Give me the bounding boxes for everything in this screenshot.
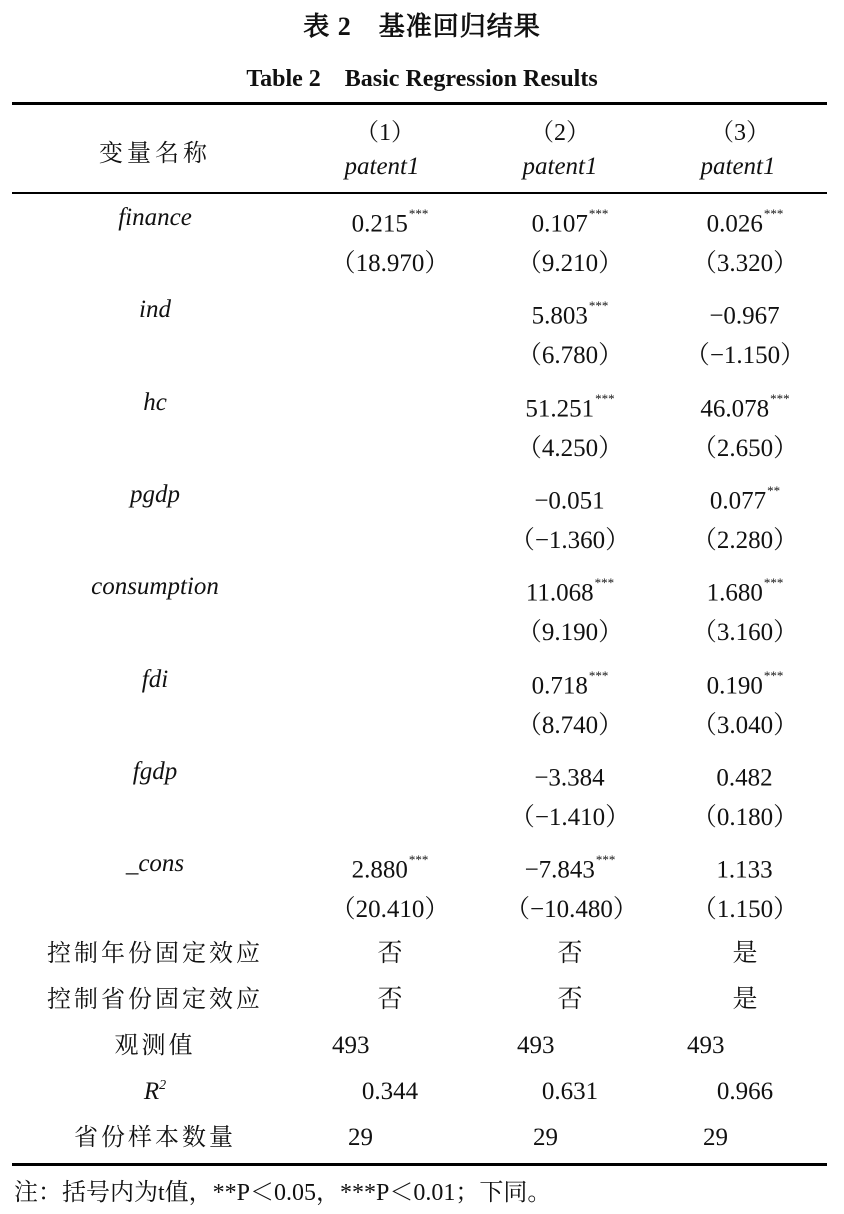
province-count-cell-1: 29	[348, 1124, 373, 1151]
significance-stars: ***	[770, 390, 790, 406]
fixed-effect-cell-3-value: 是	[732, 986, 758, 1013]
table-title-cn: 表 2 基准回归结果	[303, 12, 541, 41]
coef-cell-1	[330, 475, 450, 521]
observations-cell-3: 493	[687, 1032, 725, 1059]
t-cell-3	[680, 706, 810, 746]
t-cell-2	[505, 429, 635, 469]
coef-cell-2-value: 5.803	[531, 302, 588, 330]
coef-row-pgdp	[0, 475, 844, 515]
r-squared-cell-2-value: 0.631	[541, 1078, 599, 1105]
fixed-effect-cell-1-value: 否	[377, 940, 403, 967]
t-cell-3	[680, 429, 810, 469]
table-title-en: Table 2 Basic Regression Results	[246, 66, 598, 92]
dependent-var-2: patent1	[522, 153, 598, 180]
coef-cell-2-value: 0.107	[531, 210, 588, 238]
fixed-effect-cell-2-value: 否	[557, 986, 583, 1013]
t-cell-3	[680, 244, 810, 284]
coef-cell-3	[680, 383, 810, 429]
t-cell-2-value: （9.190）	[516, 619, 624, 647]
t-cell-1-value: （20.410）	[330, 896, 450, 924]
t-cell-3	[680, 613, 810, 653]
r-squared-symbol: R	[143, 1078, 160, 1105]
fixed-effect-label: 控制省份固定效应	[47, 987, 263, 1013]
t-cell-3	[680, 890, 810, 930]
bottom-rule	[12, 1163, 827, 1166]
significance-stars: ***	[763, 575, 784, 591]
fixed-effect-cell-1-value: 否	[377, 986, 403, 1013]
t-cell-3-value: （3.320）	[691, 250, 799, 277]
significance-stars: ***	[594, 575, 615, 591]
t-cell-2	[505, 613, 635, 653]
significance-stars: **	[767, 482, 781, 498]
significance-stars: ***	[408, 206, 429, 221]
dependent-var-3: patent1	[700, 153, 776, 180]
coef-cell-2-value: 11.068	[525, 579, 594, 607]
t-row-pgdp	[0, 521, 844, 561]
t-cell-2-value: （−1.360）	[509, 526, 631, 554]
coef-cell-3	[680, 198, 810, 244]
t-cell-2-value: （9.210）	[516, 250, 624, 277]
variable-label: fdi	[141, 665, 169, 693]
coef-cell-3	[680, 567, 810, 613]
t-cell-1-value: （18.970）	[330, 250, 450, 277]
dependent-var-1: patent1	[344, 153, 420, 180]
t-cell-2	[505, 890, 638, 930]
fixed-effect-cell-3	[680, 980, 810, 1020]
t-cell-3-value: （−1.150）	[684, 342, 806, 370]
column-number-1: （1）	[355, 120, 415, 146]
coef-cell-3-value: 1.133	[716, 856, 773, 884]
t-row-finance	[0, 244, 844, 284]
t-cell-3-value: （0.180）	[691, 803, 799, 831]
column-number-2: （2）	[530, 120, 590, 146]
significance-stars: ***	[763, 667, 784, 683]
coef-cell-1	[330, 383, 450, 429]
t-cell-1	[330, 890, 450, 930]
coef-cell-3-value: 46.078	[700, 394, 770, 422]
t-cell-3-value: （2.280）	[691, 526, 799, 554]
significance-stars: ***	[595, 852, 616, 868]
coef-cell-3-value: 0.482	[716, 764, 773, 792]
observations-cell-2: 493	[517, 1032, 555, 1059]
fixed-effect-cell-1	[330, 934, 450, 974]
coef-cell-3	[680, 844, 810, 890]
variable-label: _cons	[125, 850, 185, 878]
t-cell-3-value: （2.650）	[691, 434, 799, 462]
t-cell-3-value: （3.040）	[691, 711, 799, 739]
coef-cell-2	[505, 660, 635, 706]
observations-cell-1: 493	[332, 1032, 370, 1059]
fixed-effect-cell-2	[505, 980, 635, 1020]
variable-name-header: 变量名称	[99, 141, 211, 167]
fixed-effect-label: 控制年份固定效应	[47, 941, 263, 967]
coef-cell-3-value: 0.190	[706, 671, 763, 699]
significance-stars: ***	[588, 667, 609, 683]
t-cell-2-value: （8.740）	[516, 711, 624, 739]
province-count-label: 省份样本数量	[74, 1125, 236, 1151]
coef-cell-3-value: 0.026	[706, 210, 763, 238]
significance-stars: ***	[588, 298, 609, 314]
coef-cell-1-value: 0.215	[351, 210, 408, 238]
t-cell-2	[505, 336, 635, 376]
coef-cell-1	[330, 844, 450, 890]
coef-cell-2	[505, 290, 635, 336]
coef-cell-3-value: 0.077	[709, 487, 767, 515]
fixed-effect-row	[0, 980, 844, 1020]
t-cell-3-value: （1.150）	[691, 896, 799, 924]
coef-cell-2	[505, 844, 635, 890]
r-squared-cell-1	[330, 1072, 450, 1112]
province-count-cell-2: 29	[533, 1124, 558, 1151]
t-row-cons	[0, 890, 844, 930]
coef-cell-1	[330, 567, 450, 613]
t-row-hc	[0, 429, 844, 469]
variable-label: pgdp	[130, 480, 180, 508]
t-cell-3	[680, 336, 810, 376]
coef-cell-2-value: 51.251	[525, 394, 595, 422]
r-squared-cell-3-value: 0.966	[716, 1078, 774, 1105]
variable-label: hc	[143, 388, 167, 416]
coef-cell-3	[680, 752, 810, 798]
coef-cell-2-value: −7.843	[524, 856, 595, 884]
variable-label: ind	[139, 296, 171, 324]
province-count-cell-3: 29	[703, 1124, 728, 1151]
observations-row	[0, 1026, 844, 1066]
coef-cell-2	[505, 752, 635, 798]
coef-cell-3-value: 1.680	[706, 579, 763, 607]
fixed-effect-row	[0, 934, 844, 974]
table-note: 注：括号内为t值，**P＜0.05，***P＜0.01；下同。	[14, 1180, 552, 1206]
r-squared-cell-1-value: 0.344	[361, 1078, 419, 1105]
r-squared-cell-2	[505, 1072, 635, 1112]
t-cell-2	[505, 521, 635, 561]
variable-label: fgdp	[132, 757, 178, 785]
variable-label: finance	[118, 204, 192, 231]
fixed-effect-cell-3-value: 是	[732, 940, 758, 967]
coef-row-hc	[0, 383, 844, 423]
fixed-effect-cell-1	[330, 980, 450, 1020]
variable-label: consumption	[91, 573, 219, 601]
significance-stars: ***	[763, 206, 784, 221]
t-cell-2	[505, 706, 635, 746]
observations-label: 观测值	[114, 1033, 196, 1059]
coef-cell-1-value: 2.880	[351, 856, 408, 884]
coef-row-fdi	[0, 660, 844, 700]
coef-cell-3	[680, 660, 810, 706]
r-squared-label	[20, 1072, 290, 1116]
t-cell-2-value: （4.250）	[516, 434, 624, 462]
t-cell-2-value: （−10.480）	[505, 896, 638, 924]
coef-cell-3	[680, 290, 810, 336]
column-number-3: （3）	[710, 120, 770, 146]
top-rule	[12, 102, 827, 105]
t-cell-2-value: （6.780）	[516, 342, 624, 370]
coef-row-finance	[0, 198, 844, 238]
coef-cell-3-value: −0.967	[709, 302, 780, 330]
r-squared-cell-3	[680, 1072, 810, 1112]
r-squared-exponent: 2	[159, 1078, 167, 1093]
coef-cell-2	[505, 383, 635, 429]
t-cell-3	[680, 521, 810, 561]
header-rule	[12, 192, 827, 194]
t-row-ind	[0, 336, 844, 376]
significance-stars: ***	[588, 206, 609, 221]
t-cell-2	[505, 244, 635, 284]
t-cell-3-value: （3.160）	[691, 619, 799, 647]
fixed-effect-cell-3	[680, 934, 810, 974]
coef-cell-2	[505, 475, 635, 521]
coef-cell-2	[505, 567, 635, 613]
coef-cell-2-value: 0.718	[531, 671, 588, 699]
coef-cell-3	[680, 475, 810, 521]
significance-stars: ***	[408, 852, 429, 868]
coef-cell-1	[330, 660, 450, 706]
t-row-fdi	[0, 706, 844, 746]
coef-cell-1	[330, 752, 450, 798]
coef-row-ind	[0, 290, 844, 330]
fixed-effect-cell-2	[505, 934, 635, 974]
t-cell-3	[680, 798, 810, 838]
coef-cell-2	[505, 198, 635, 244]
t-row-consumption	[0, 613, 844, 653]
coef-cell-1	[330, 290, 450, 336]
coef-cell-2-value: −0.051	[534, 487, 605, 515]
t-cell-2-value: （−1.410）	[509, 803, 631, 831]
t-row-fgdp	[0, 798, 844, 838]
coef-row-cons	[0, 844, 844, 884]
fixed-effect-cell-2-value: 否	[557, 940, 583, 967]
coef-cell-1	[330, 198, 450, 244]
coef-cell-2-value: −3.384	[534, 764, 605, 792]
coef-row-fgdp	[0, 752, 844, 792]
t-cell-1	[330, 244, 450, 284]
coef-row-consumption	[0, 567, 844, 607]
r-squared-row	[0, 1072, 844, 1112]
significance-stars: ***	[595, 390, 615, 406]
t-cell-2	[505, 798, 635, 838]
province-count-row	[0, 1118, 844, 1158]
